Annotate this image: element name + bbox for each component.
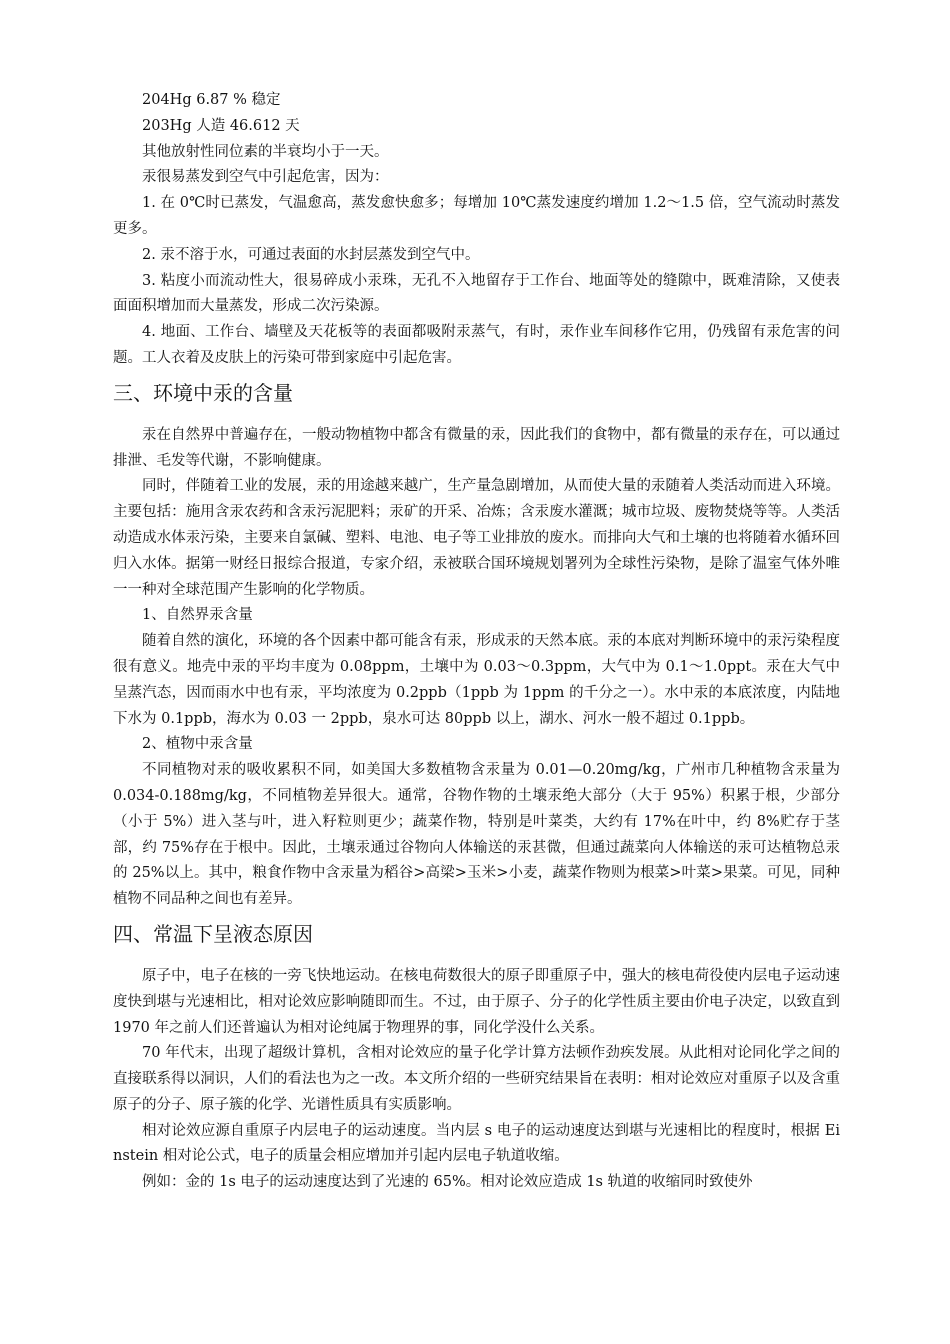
paragraph: 汞在自然界中普遍存在，一般动物植物中都含有微量的汞，因此我们的食物中，都有微量的汞存在，可以通过排泄、毛发等代谢，不影响健康。 [113, 426, 840, 469]
isotope-line-204: 204Hg 6.87 % 稳定 [142, 92, 281, 108]
hazard-intro: 汞很易蒸发到空气中引起危害，因为： [142, 169, 389, 186]
paragraph: 随着自然的演化，环境的各个因素中都可能含有汞，形成汞的天然本底。汞的本底对判断环境中的汞污染程度很有意义。地壳中汞的平均丰度为 0.08ppm，土壤中为 0.03～0.3ppm，大气中为 0.1～1.0ppt。汞在大气中呈蒸汽态，因而雨水中也有汞，平均浓度为 0.2ppb（1ppb 为 1ppm 的千分之一）。水中汞的本底浓度，内陆地下水为 0.1ppb，海水为 0.03 一 2ppb，泉水可达 80ppb 以上，湖水、河水一般不超过 0.1ppb。 [113, 633, 840, 727]
paragraph: 不同植物对汞的吸收累积不同，如美国大多数植物含汞量为 0.01—0.20mg/kg，广州市几种植物含汞量为 0.034-0.188mg/kg，不同植物差异很大。通常，谷物作物的土壤汞绝大部分（大于 95%）积累于根，少部分（小于 5%）进入茎与叶，进入籽粒则更少；蔬菜作物，特别是叶菜类，大约有 17%在叶中，约 8%贮存于茎部，约 75%存在于根中。因此，土壤汞通过谷物向人体输送的汞甚微，但通过蔬菜向人体输送的汞可达植物总汞的 25%以上。其中，粮食作物中含汞量为稻谷>高梁>玉米>小麦，蔬菜作物则为根菜>叶菜>果菜。可见，同种植物不同品种之间也有差异。 [113, 762, 840, 908]
paragraph: 原子中，电子在核的一旁飞快地运动。在核电荷数很大的原子即重原子中，强大的核电荷役使内层电子运动速度快到堪与光速相比，相对论效应影响随即而生。不过，由于原子、分子的化学性质主要由价电子决定，以致直到 1970 年之前人们还普遍认为相对论纯属于物理界的事，同化学没什么关系。 [113, 967, 840, 1036]
subsection-heading-plants: 2、植物中汞含量 [142, 736, 253, 753]
paragraph: 同时，伴随着工业的发展，汞的用途越来越广，生产量急剧增加，从而使大量的汞随着人类活动而进入环境。主要包括：施用含汞农药和含汞污泥肥料；汞矿的开采、冶炼；含汞废水灌溉；城市垃圾、废物焚烧等等。人类活动造成水体汞污染，主要来自氯碱、塑料、电池、电子等工业排放的废水。而排向大气和土壤的也将随着水循环回归入水体。据第一财经日报综合报道，专家介绍，汞被联合国环境规划署列为全球性污染物，是除了温室气体外唯一一种对全球范围产生影响的化学物质。 [113, 478, 840, 598]
isotope-line-203: 203Hg 人造 46.612 天 [142, 117, 300, 134]
hazard-item-2: 2. 汞不溶于水，可通过表面的水封层蒸发到空气中。 [142, 246, 480, 263]
section-heading-3: 三、环境中汞的含量 [113, 380, 293, 405]
hazard-item-3: 3. 粘度小而流动性大，很易碎成小汞珠，无孔不入地留存于工作台、地面等处的缝隙中，既难清除，又使表面面积增加而大量蒸发，形成二次污染源。 [113, 272, 840, 315]
paragraph: 70 年代末，出现了超级计算机，含相对论效应的量子化学计算方法顿作劲疾发展。从此相对论同化学之间的直接联系得以洞识，人们的看法也为之一改。本文所介绍的一些研究结果旨在表明：相对论效应对重原子以及含重原子的分子、原子簇的化学、光谱性质具有实质影响。 [113, 1045, 840, 1113]
document-page [113, 88, 840, 1196]
subsection-heading-natural: 1、自然界汞含量 [142, 607, 253, 624]
paragraph: 相对论效应源自重原子内层电子的运动速度。当内层 s 电子的运动速度达到堪与光速相比的程度时，根据 Einstein 相对论公式，电子的质量会相应增加并引起内层电子轨道收缩。 [113, 1122, 840, 1165]
isotope-note: 其他放射性同位素的半衰均小于一天。 [142, 143, 389, 160]
paragraph: 例如：金的 1s 电子的运动速度达到了光速的 65%。相对论效应造成 1s 轨道的收缩同时致使外 [142, 1174, 753, 1191]
hazard-item-1: 1. 在 0℃时已蒸发，气温愈高，蒸发愈快愈多；每增加 10℃蒸发速度约增加 1.2～1.5 倍，空气流动时蒸发更多。 [113, 195, 840, 237]
hazard-item-4: 4. 地面、工作台、墙壁及天花板等的表面都吸附汞蒸气，有时，汞作业车间移作它用，仍残留有汞危害的问题。工人衣着及皮肤上的污染可带到家庭中引起危害。 [113, 324, 840, 366]
section-heading-4: 四、常温下呈液态原因 [113, 921, 313, 946]
